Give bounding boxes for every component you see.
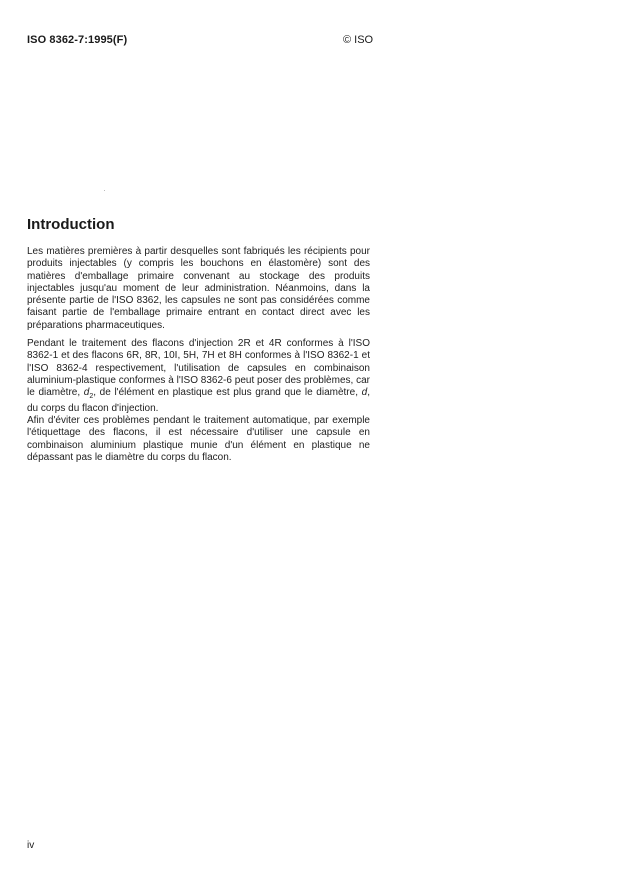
page-number: iv: [27, 840, 35, 851]
diameter-d2-symbol: d: [83, 387, 90, 399]
paragraph-2-text-b: , de l'élément en plastique est plus grand que le diamètre,: [93, 387, 362, 399]
paragraph-1: Les matières premières à partir desquelles sont fabriqués les récipients pour produits injectables (y compris les bouchons en élastomère) sont des matières d'emballage primaire convenant au stockage des produits injectables jusqu'au moment de leur administration. Néanmoins, dans la présente partie de l'ISO 8362, les capsules ne sont pas considérées comme faisant partie de l'emballage primaire entrant en contact direct avec les préparations pharmaceutiques.: [27, 246, 370, 331]
paragraph-2: [27, 338, 370, 416]
standard-identifier: ISO 8362-7:1995(F): [27, 34, 128, 46]
paragraph-3: Afin d'éviter ces problèmes pendant le traitement automatique, par exemple l'étiquettage des flacons, il est nécessaire d'utiliser une capsule en combinaison aluminium plastique munie d'un élément en plastique ne dépassant pas le diamètre du corps du flacon.: [27, 415, 370, 463]
diameter-d-symbol: d: [361, 387, 368, 399]
diameter-d2-subscript: 2: [89, 393, 94, 401]
paragraph-2-text-a: Pendant le traitement des flacons d'injection 2R et 4R conformes à l'ISO 8362-1 et des flacons 6R, 8R, 10I, 5H, 7H et 8H conformes à l'ISO 8362-1 et l'ISO 8362-4 respectivement, l'utilisation de capsules en combinaison aluminium-plastique conformes à l'ISO 8362-6 peut poser des problèmes, car le diamètre,: [27, 338, 370, 399]
section-title: Introduction: [27, 216, 115, 233]
copyright-notice: © ISO: [343, 34, 374, 46]
scan-speck: [104, 190, 105, 191]
paragraph-2-text-c: , du corps du flacon d'injection.: [27, 387, 370, 415]
